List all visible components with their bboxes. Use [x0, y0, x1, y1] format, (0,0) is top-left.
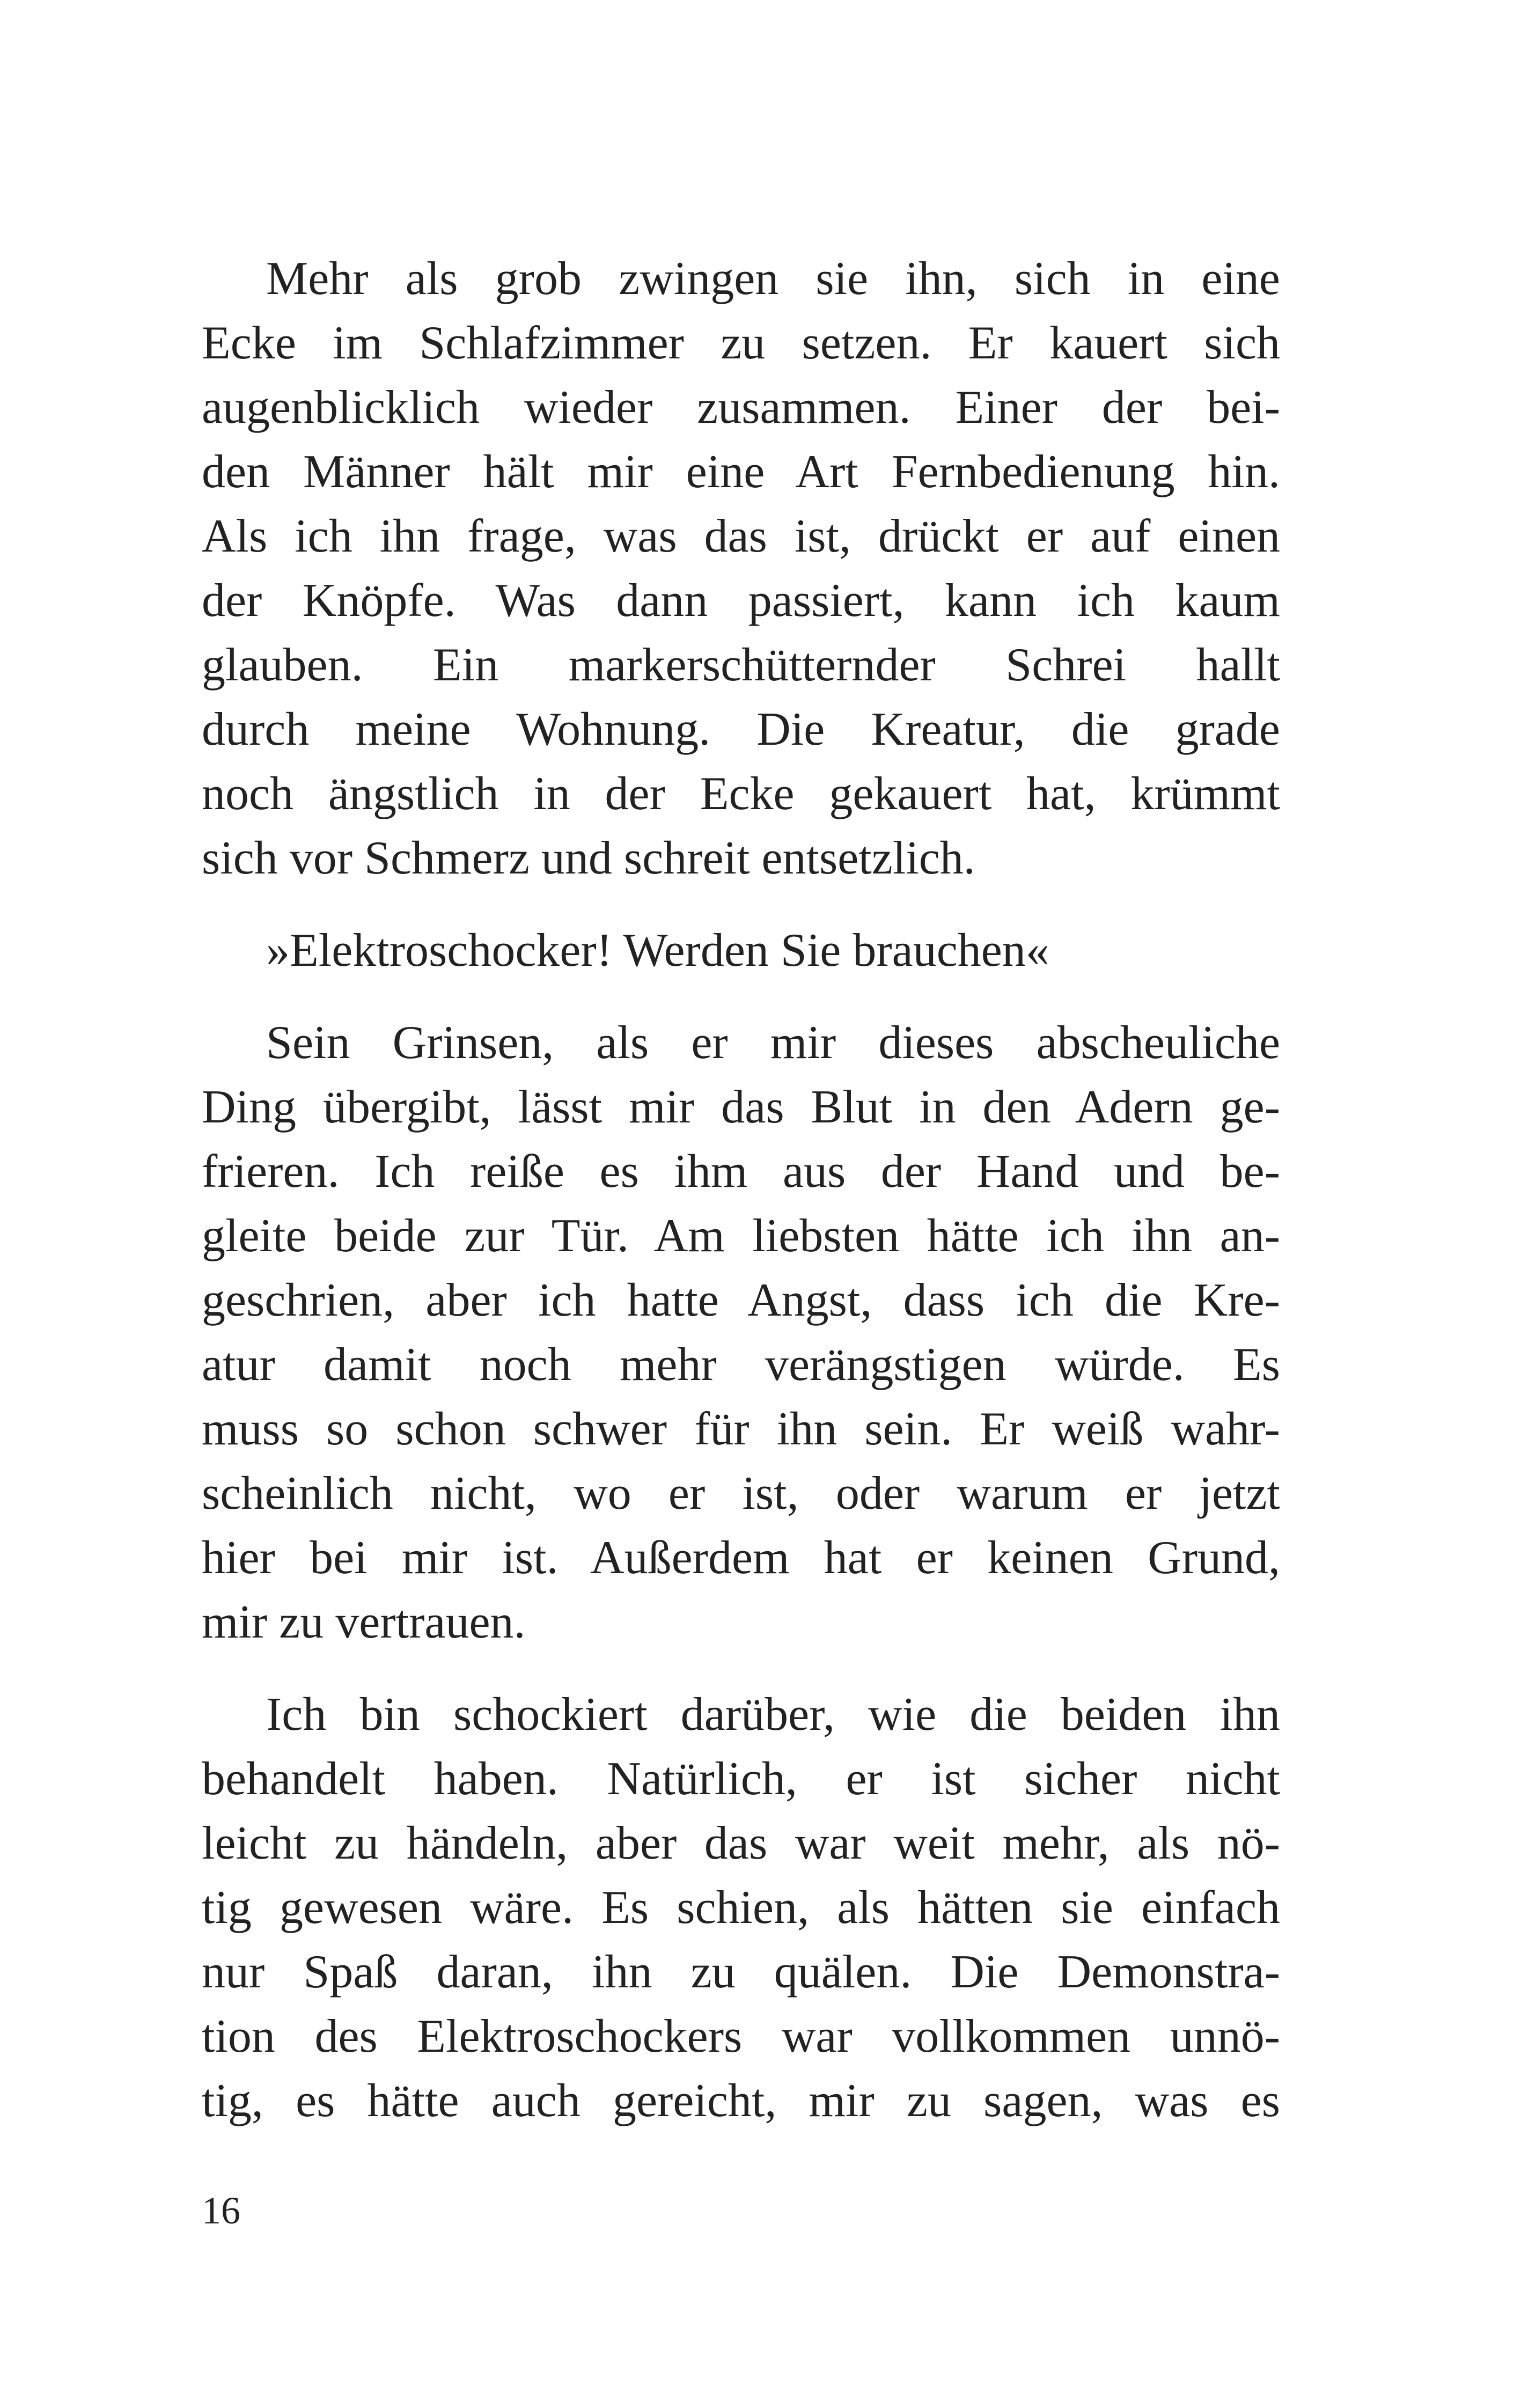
paragraph-3 [202, 1011, 1280, 1655]
text-line: Mehr als grob zwingen sie ihn, sich in eine [266, 253, 1280, 305]
text-line: Ding übergibt, lässt mir das Blut in den Adern ge- [202, 1081, 1280, 1133]
text-line: Ecke im Schlafzimmer zu setzen. Er kauert sich [202, 317, 1280, 369]
text-line: augenblicklich wieder zusammen. Einer der bei- [202, 381, 1280, 434]
paragraph-gap [202, 1655, 1280, 1683]
paragraph-gap [202, 983, 1280, 1011]
text-line: leicht zu händeln, aber das war weit mehr, als nö- [202, 1817, 1280, 1869]
text-line: muss so schon schwer für ihn sein. Er weiß wahr- [202, 1403, 1280, 1455]
text-line: noch ängstlich in der Ecke gekauert hat, krümmt [202, 768, 1280, 820]
text-line: sich vor Schmerz und schreit entsetzlich. [202, 832, 975, 884]
text-line: durch meine Wohnung. Die Kreatur, die grade [202, 703, 1280, 755]
text-line: Ich bin schockiert darüber, wie die beiden ihn [266, 1688, 1280, 1741]
text-line: frieren. Ich reiße es ihm aus der Hand und be- [202, 1146, 1280, 1198]
text-line: behandelt haben. Natürlich, er ist sicher nicht [202, 1753, 1280, 1805]
text-line: der Knöpfe. Was dann passiert, kann ich kaum [202, 575, 1280, 627]
paragraph-gap [202, 891, 1280, 919]
text-line: Sein Grinsen, als er mir dieses abscheuliche [266, 1017, 1280, 1069]
text-line: tig gewesen wäre. Es schien, als hätten sie einfach [202, 1882, 1280, 1934]
body-text [202, 247, 1280, 2133]
text-line: atur damit noch mehr verängstigen würde. Es [202, 1339, 1280, 1391]
text-line: hier bei mir ist. Außerdem hat er keinen Grund, [202, 1532, 1280, 1584]
page-number: 16 [202, 2189, 240, 2232]
text-line: tion des Elektroschockers war vollkommen unnö- [202, 2010, 1280, 2062]
text-line: geschrien, aber ich hatte Angst, dass ich die Kre- [202, 1274, 1280, 1326]
text-line: den Männer hält mir eine Art Fernbedienung hin. [202, 446, 1280, 498]
text-line: nur Spaß daran, ihn zu quälen. Die Demonstra- [202, 1946, 1280, 1998]
paragraph-2 [202, 919, 1280, 983]
text-line: Als ich ihn frage, was das ist, drückt er auf einen [202, 510, 1280, 562]
paragraph-4 [202, 1683, 1280, 2133]
text-line: scheinlich nicht, wo er ist, oder warum er jetzt [202, 1467, 1280, 1519]
text-line: glauben. Ein markerschütternder Schrei hallt [202, 639, 1280, 691]
text-line: gleite beide zur Tür. Am liebsten hätte ich ihn an- [202, 1210, 1280, 1262]
text-line: tig, es hätte auch gereicht, mir zu sagen, was es [202, 2075, 1280, 2127]
text-line: »Elektroschocker! Werden Sie brauchen« [266, 924, 1049, 977]
text-line: mir zu vertrauen. [202, 1596, 526, 1648]
paragraph-1 [202, 247, 1280, 891]
